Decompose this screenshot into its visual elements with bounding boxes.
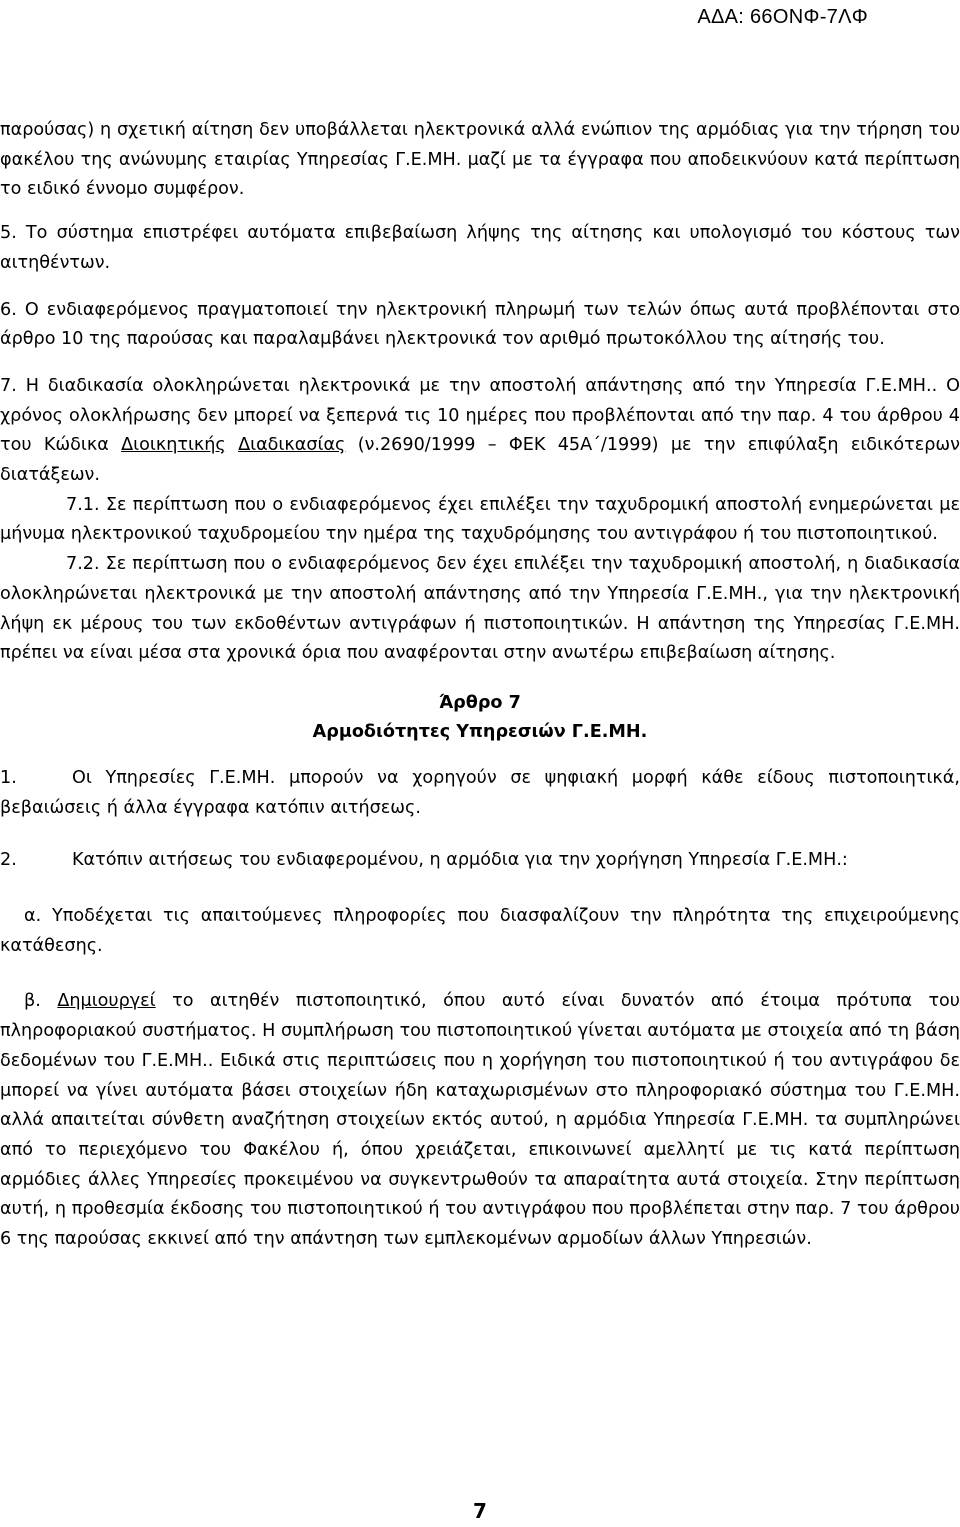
- paragraph-7-2: [0, 550, 960, 669]
- item-1-number: 1.: [0, 767, 17, 788]
- article-title: Αρμοδιότητες Υπηρεσιών Γ.Ε.ΜΗ.: [312, 721, 648, 742]
- underlined-word-diadikasias: Διαδικασίας: [238, 435, 346, 456]
- paragraph-7: [0, 372, 960, 491]
- page-number: 7: [473, 1499, 487, 1523]
- paragraph-7-1: [0, 491, 960, 550]
- item-a: α. Υποδέχεται τις απαιτούμενες πληροφορίες που διασφαλίζουν την πληρότητα της επιχειρούμενης κατάθεσης.: [0, 906, 960, 956]
- paragraph-7-1-number: 7.1.: [66, 494, 100, 515]
- document-body: [0, 116, 960, 1255]
- paragraph-7-2-number: 7.2.: [66, 554, 100, 575]
- item-2-text: Κατόπιν αιτήσεως του ενδιαφερομένου, η αρμόδια για την χορήγηση Υπηρεσία Γ.Ε.ΜΗ.:: [72, 850, 848, 871]
- paragraph-7-text-a: 7. Η διαδικασία ολοκληρώνεται ηλεκτρονικά με την αποστολή απάντησης από την Υπηρεσία Γ.Ε.ΜΗ.. Ο χρόνος ολοκλήρωσης δεν μπορεί να ξεπερνά τις 10 ημέρες που προβλέπονται από την παρ. 4 του άρθρου 4 του Κώδικα: [0, 375, 960, 456]
- paragraph-6: 6. Ο ενδιαφερόμενος πραγματοποιεί την ηλεκτρονική πληρωμή των τελών όπως αυτά προβλέπονται στο άρθρο 10 της παρούσας και παραλαμβάνει ηλεκτρονικά τον αριθμό πρωτοκόλλου της αίτησής του.: [0, 299, 960, 350]
- paragraph-5: 5. Το σύστημα επιστρέφει αυτόματα επιβεβαίωση λήψης της αίτησης και υπολογισμό του κόστους των αιτηθέντων.: [0, 223, 960, 273]
- paragraph-7-text-b: (ν.2690/1999 – ΦΕΚ 45Α΄/1999) με την επιφύλαξη ειδικότερων διατάξεων.: [0, 435, 960, 486]
- item-b-text: το αιτηθέν πιστοποιητικό, όπου αυτό είναι δυνατόν από έτοιμα πρότυπα του πληροφοριακού συστήματος. Η συμπλήρωση του πιστοποιητικού γίνεται αυτόματα με στοιχεία από τη βάση δεδομένων του Γ.Ε.ΜΗ.. Ειδικά στις περιπτώσεις που η χορήγηση του πιστοποιητικού ή του αντιγράφου δε μπορεί να γίνει αυτόματα βάσει στοιχείων ήδη καταχωρισμένων στο πληροφοριακό σύστημα του Γ.Ε.ΜΗ. αλλά απαιτείται σύνθετη αναζήτηση στοιχείων εκτός αυτού, η αρμόδια Υπηρεσία Γ.Ε.ΜΗ. τα συμπληρώνει από το περιεχόμενο του Φακέλου ή, όπου χρειάζεται, επικοινωνεί αμελλητί με τις κατά περίπτωση αρμόδιες άλλες Υπηρεσίες προκειμένου να συγκεντρωθούν τα απαραίτητα αυτά στοιχεία. Στην περίπτωση αυτή, η προθεσμία έκδοσης του πιστοποιητικού ή του αντιγράφου που προβλέπεται στην παρ. 7 του άρθρου 6 της παρούσας εκκινεί από την απάντηση των εμπλεκομένων αρμοδίων άλλων Υπηρεσιών.: [0, 991, 960, 1250]
- paragraph-7-space: [226, 435, 238, 455]
- paragraph-intro: παρούσας) η σχετική αίτηση δεν υποβάλλεται ηλεκτρονικά αλλά ενώπιον της αρμόδιας για την τήρηση του φακέλου της ανώνυμης εταιρίας Υπηρεσίας Γ.Ε.ΜΗ. μαζί με τα έγγραφα που αποδεικνύουν κατά περίπτωση το ειδικό έννομο συμφέρον.: [0, 120, 960, 200]
- item-1: [0, 764, 960, 823]
- ada-code: ΑΔΑ: 66ΟΝΦ-7ΛΦ: [697, 6, 868, 28]
- item-2: [0, 846, 960, 876]
- item-2-number: 2.: [0, 850, 17, 871]
- paragraph-7-1-text: Σε περίπτωση που ο ενδιαφερόμενος έχει επιλέξει την ταχυδρομική αποστολή ενημερώνεται με μήνυμα ηλεκτρονικού ταχυδρομείου την ημέρα της ταχυδρόμησης του αντιγράφου ή του πιστοποιητικού.: [0, 494, 960, 545]
- underlined-word-dioikitikis: Διοικητικής: [121, 435, 226, 456]
- underlined-word-dimiourgei: Δημιουργεί: [57, 991, 156, 1012]
- item-b: [0, 987, 960, 1254]
- item-1-text: Οι Υπηρεσίες Γ.Ε.ΜΗ. μπορούν να χορηγούν σε ψηφιακή μορφή κάθε είδους πιστοποιητικά, βεβαιώσεις ή άλλα έγγραφα κατόπιν αιτήσεως.: [0, 767, 960, 818]
- article-number: Άρθρο 7: [439, 692, 521, 713]
- item-b-label: β.: [24, 991, 58, 1012]
- paragraph-7-2-text: Σε περίπτωση που ο ενδιαφερόμενος δεν έχει επιλέξει την ταχυδρομική αποστολή, η διαδικασία ολοκληρώνεται ηλεκτρονικά με την αποστολή απάντησης από την Υπηρεσία Γ.Ε.ΜΗ., για την ηλεκτρονική λήψη εκ μέρους του των εκδοθέντων αντιγράφων ή πιστοποιητικών. Η απάντηση της Υπηρεσίας Γ.Ε.ΜΗ. πρέπει να είναι μέσα στα χρονικά όρια που αναφέρονται στην ανωτέρω επιβεβαίωση αίτησης.: [0, 554, 960, 664]
